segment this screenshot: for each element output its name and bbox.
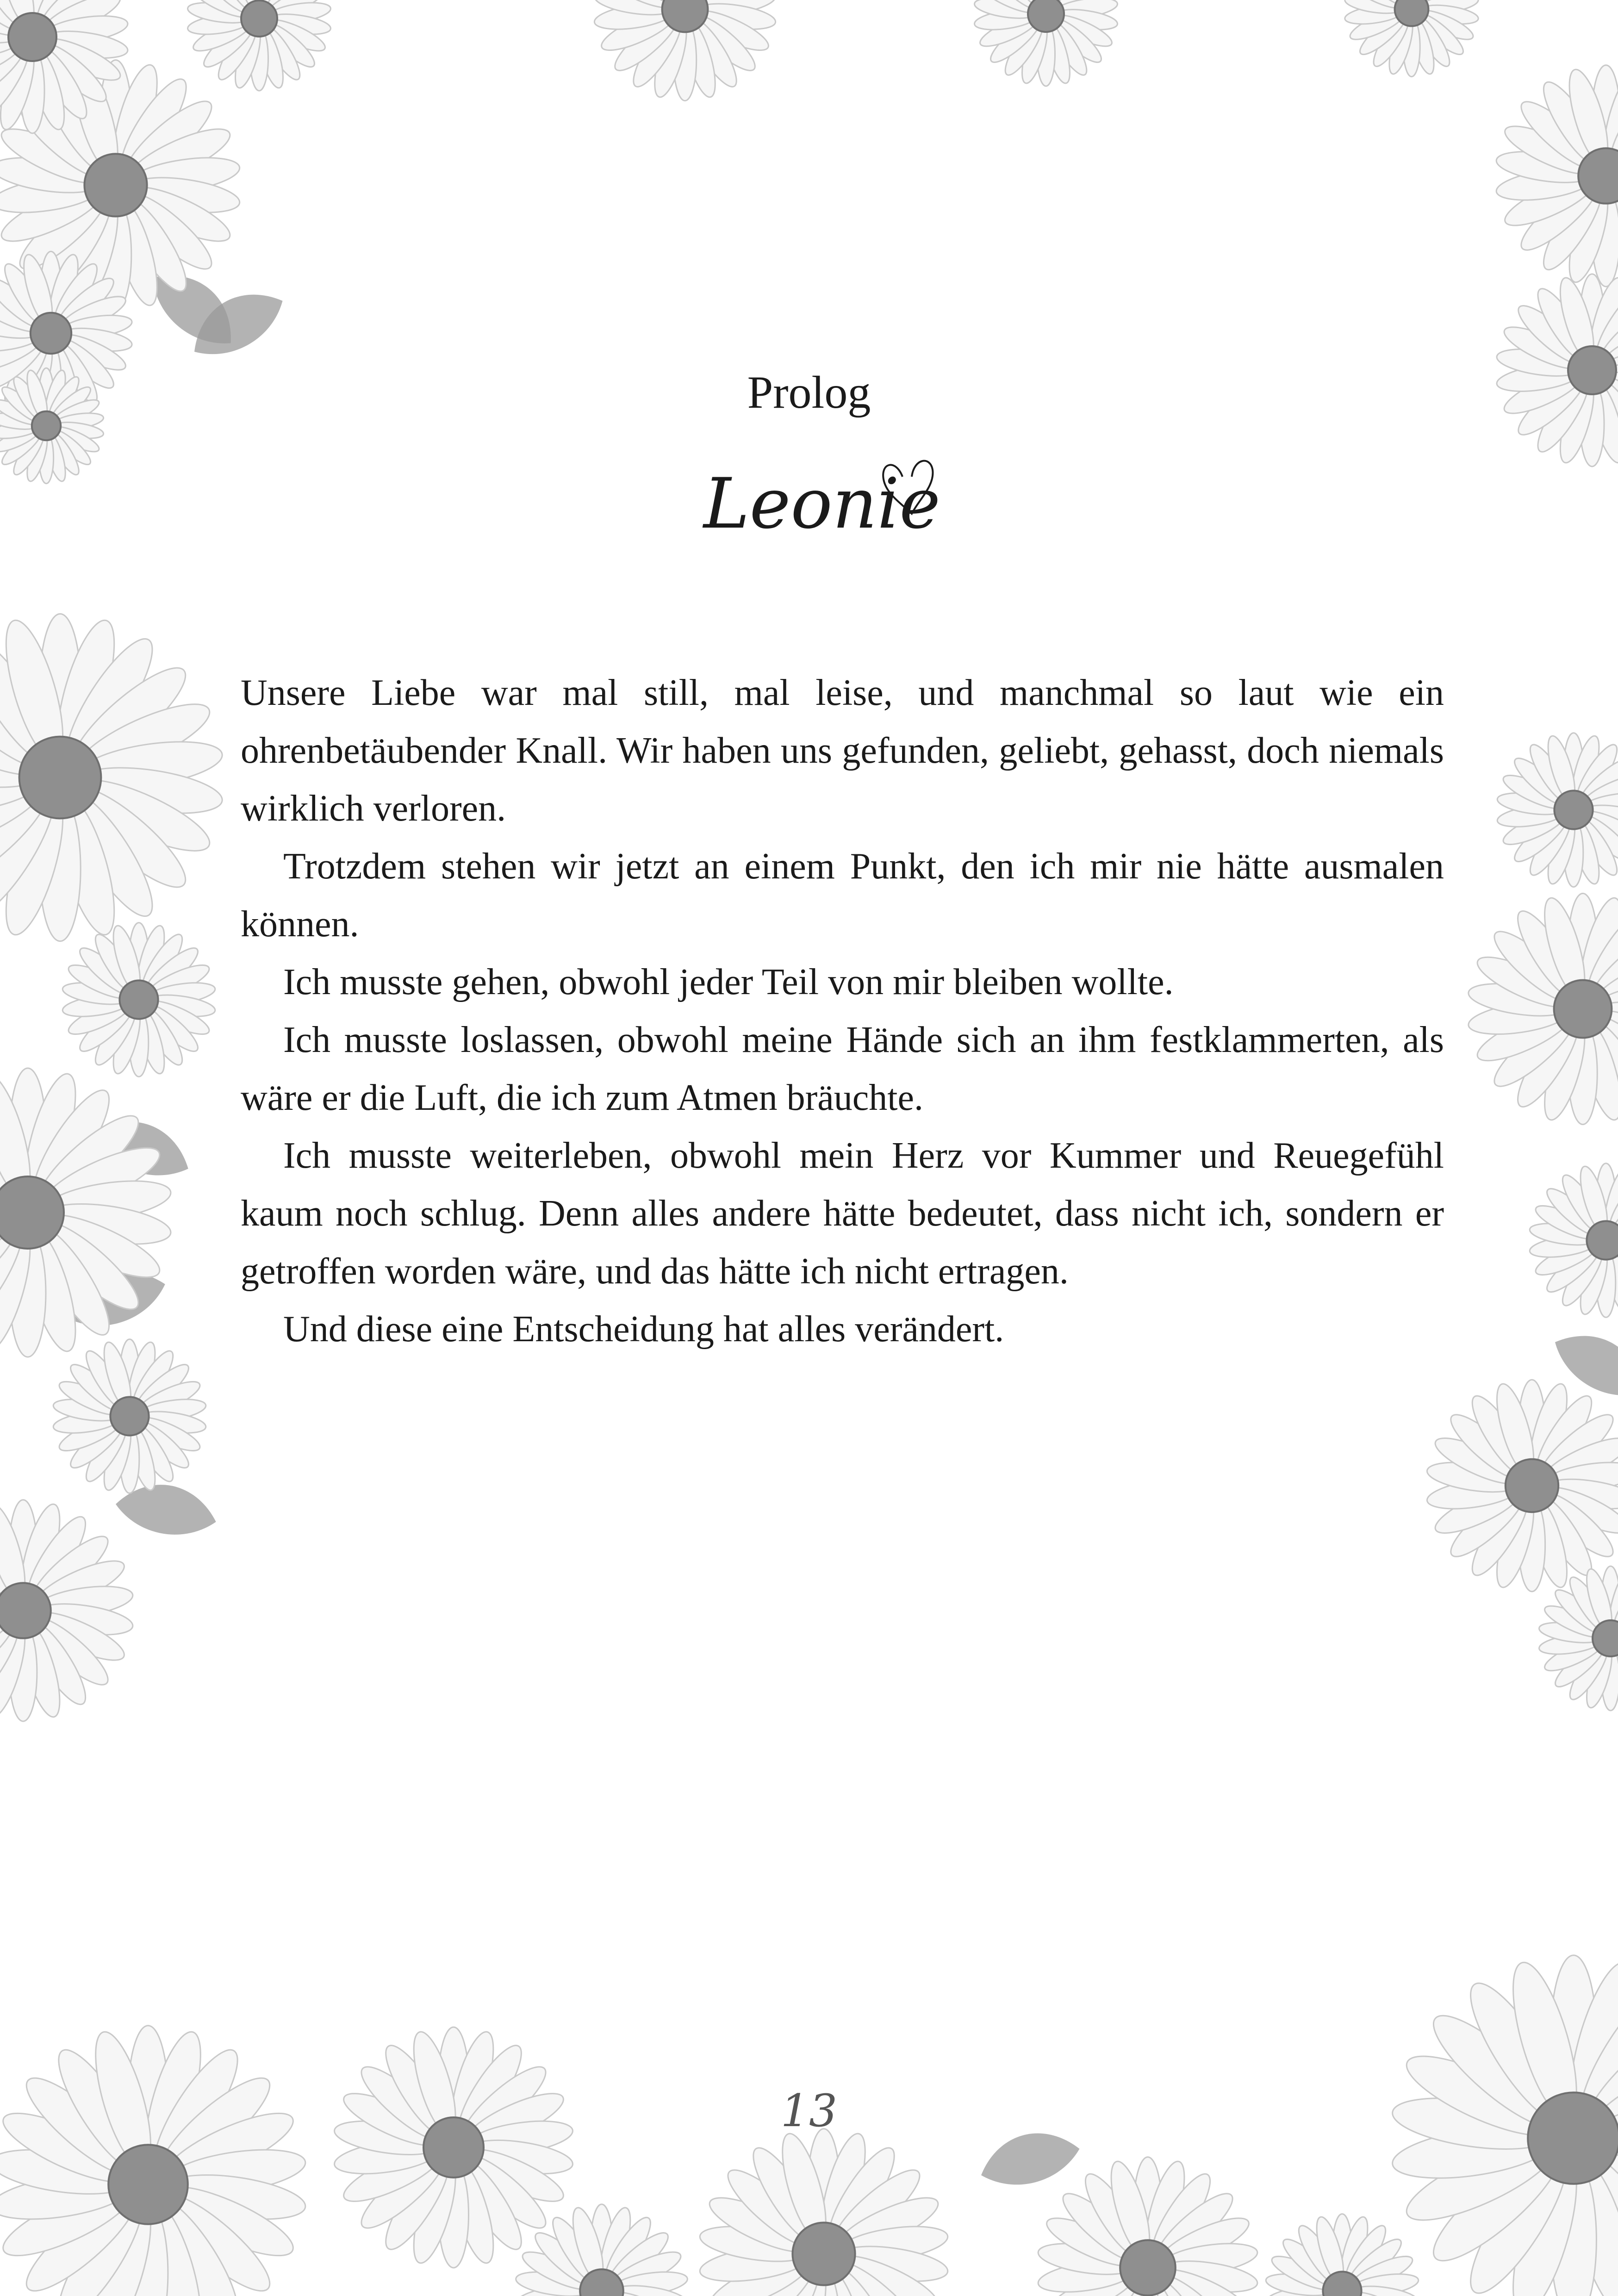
daisy-flower: [61, 923, 216, 1077]
paragraph: Ich musste loslassen, obwohl meine Hände sich an ihm festklammerten, als wäre er die Luft, die ich zum Atmen bräuchte.: [241, 1020, 1444, 1118]
daisy-flower: [1467, 893, 1618, 1124]
daisy-flower: [0, 1068, 173, 1357]
pov-character-name: [685, 444, 944, 565]
daisy-flower: [1425, 1380, 1618, 1592]
daisy-flower: [1494, 65, 1618, 286]
daisy-flower: [698, 2129, 950, 2296]
daisy-flower: [52, 1339, 207, 1493]
daisy-flower: [1036, 2157, 1259, 2296]
daisy-flower: [1344, 0, 1479, 77]
daisy-flower: [973, 0, 1119, 86]
daisy-flower: [593, 0, 777, 101]
daisy-flower: [0, 614, 225, 941]
prologue-text: [241, 664, 1444, 1358]
daisy-flower: [187, 0, 332, 91]
chapter-label: Prolog: [747, 367, 871, 418]
daisy-flower: [1538, 1566, 1618, 1711]
daisy-flower: [1528, 1164, 1618, 1318]
page-number: 13: [780, 2085, 838, 2137]
paragraph: Ich musste gehen, obwohl jeder Teil von mir bleiben wollte.: [283, 962, 1174, 1002]
daisy-flower: [1264, 2214, 1419, 2296]
daisy-flower: [0, 2026, 308, 2296]
daisy-flower: [0, 1500, 135, 1721]
pov-name-text: Leonie: [703, 464, 941, 544]
daisy-flower: [1496, 733, 1618, 887]
paragraph: Unsere Liebe war mal still, mal leise, und manchmal so laut wie ein ohrenbetäubender Knall. Wir haben uns gefunden, geliebt, gehasst, doch niemals wirklich verloren.: [241, 672, 1444, 829]
daisy-flower: [332, 2027, 575, 2268]
paragraph: Und diese eine Entscheidung hat alles verändert.: [283, 1309, 1004, 1350]
paragraph: Ich musste weiterleben, obwohl mein Herz vor Kummer und Reuegefühl kaum noch schlug. Denn alles andere hätte bedeutet, dass nicht ich, sondern er getroffen worden wäre, und das hätte ich nicht ertragen.: [241, 1135, 1444, 1292]
paragraph: Trotzdem stehen wir jetzt an einem Punkt, den ich mir nie hätte ausmalen können.: [241, 846, 1444, 945]
